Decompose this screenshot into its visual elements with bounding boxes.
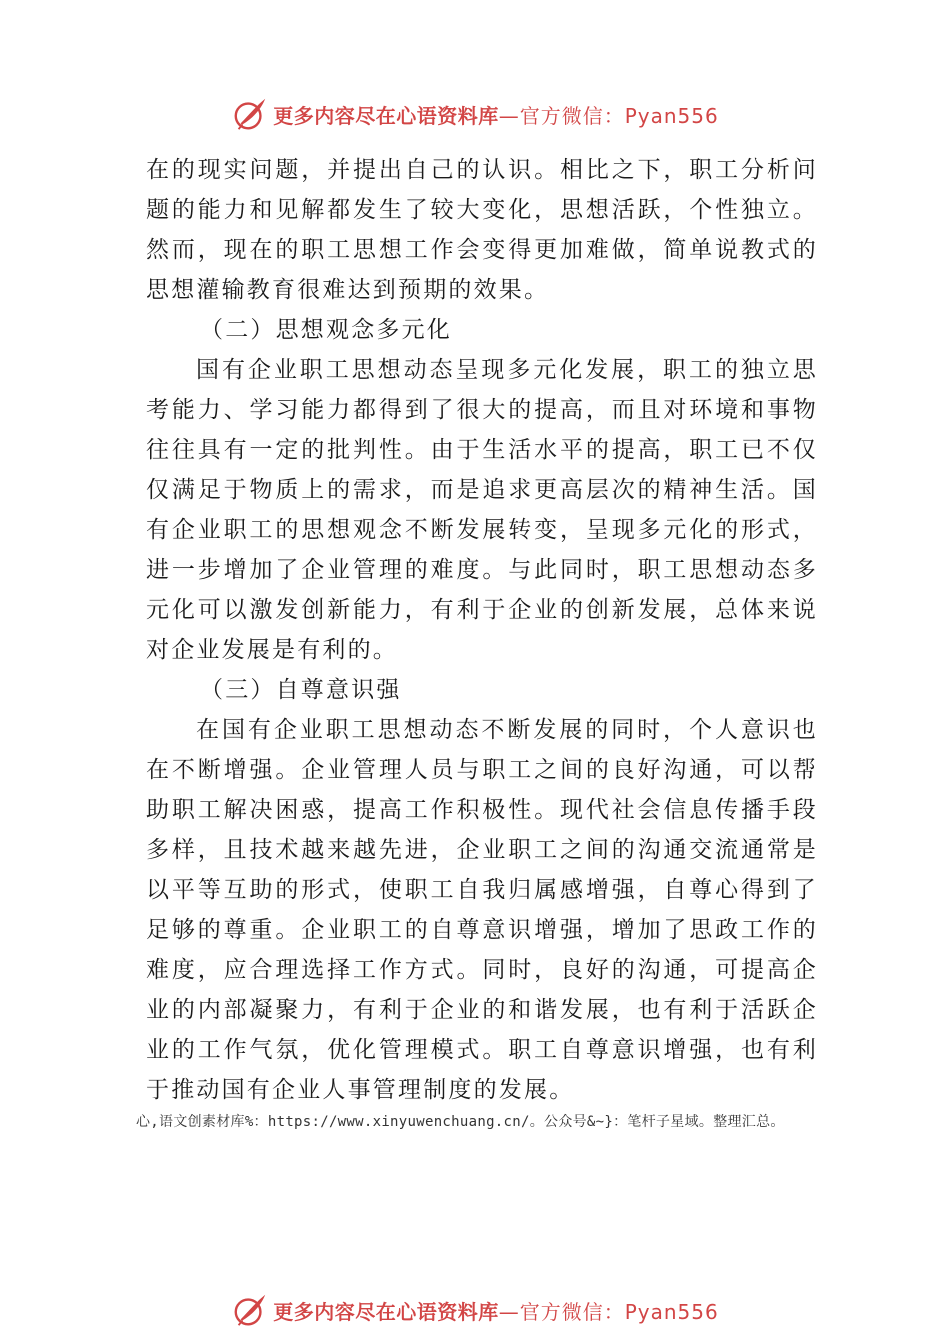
section-heading-2: （二）思想观念多元化 xyxy=(200,317,452,343)
paragraph-1: 在的现实问题，并提出自己的认识。相比之下，职工分析问题的能力和见解都发生了较大变化，思想活跃，个性独立。 然而，现在的职工思想工作会变得更加难做，简单说教式的思想灌输教育很难达到预期的效果。 xyxy=(146,157,818,303)
quill-logo-icon xyxy=(231,1291,269,1329)
footer-wechat-text: —官方微信：Pyan556 xyxy=(498,1299,719,1324)
section-heading-3: （三）自尊意识强 xyxy=(200,677,402,703)
header-wechat-text: —官方微信：Pyan556 xyxy=(498,103,719,128)
header-brand-text: 更多内容尽在心语资料库 xyxy=(273,103,499,128)
document-body xyxy=(146,150,818,1110)
quill-logo-icon xyxy=(231,95,269,133)
header-banner xyxy=(0,94,950,134)
paragraph-2: 国有企业职工思想动态呈现多元化发展，职工的独立思考能力、学习能力都得到了很大的提高，而且对环境和事物往往具有一定的批判性。由于生活水平的提高，职工已不仅仅满足于物质上的需求，而是追求更高层次的精神生活。国有企业职工的思想观念不断发展转变，呈现多元化的形式， 进一步增加了企业管理的难度。与此同时，职工思想动态多元化可以激发创新能力，有利于企业的创新发展，总体来说对企业发展是有利的。 xyxy=(146,357,818,663)
paragraph-3: 在国有企业职工思想动态不断发展的同时，个人意识也在不断增强。企业管理人员与职工之间的良好沟通，可以帮助职工解决困惑，提高工作积极性。现代社会信息传播手段多样，且技术越来越先进，企业职工之间的沟通交流通常是以平等互助的形式，使职工自我归属感增强，自尊心得到了足够的尊重。企业职工的自尊意识增强，增加了思政工作的难度，应合理选择工作方式。同时，良好的沟通，可提高企业的内部凝聚力，有利于企业的和谐发展，也有利于活跃企业的工作气氛，优化管理模式。职工自尊意识增强，也有利于推动国有企业人事管理制度的发展。 xyxy=(146,717,818,1103)
footer-brand-text: 更多内容尽在心语资料库 xyxy=(273,1299,499,1324)
footer-banner xyxy=(0,1290,950,1330)
source-footnote: 心,语文创素材库%：https://www.xinyuwenchuang.cn/。公众号&~}：笔杆子星域。整理汇总。 xyxy=(136,1114,785,1130)
